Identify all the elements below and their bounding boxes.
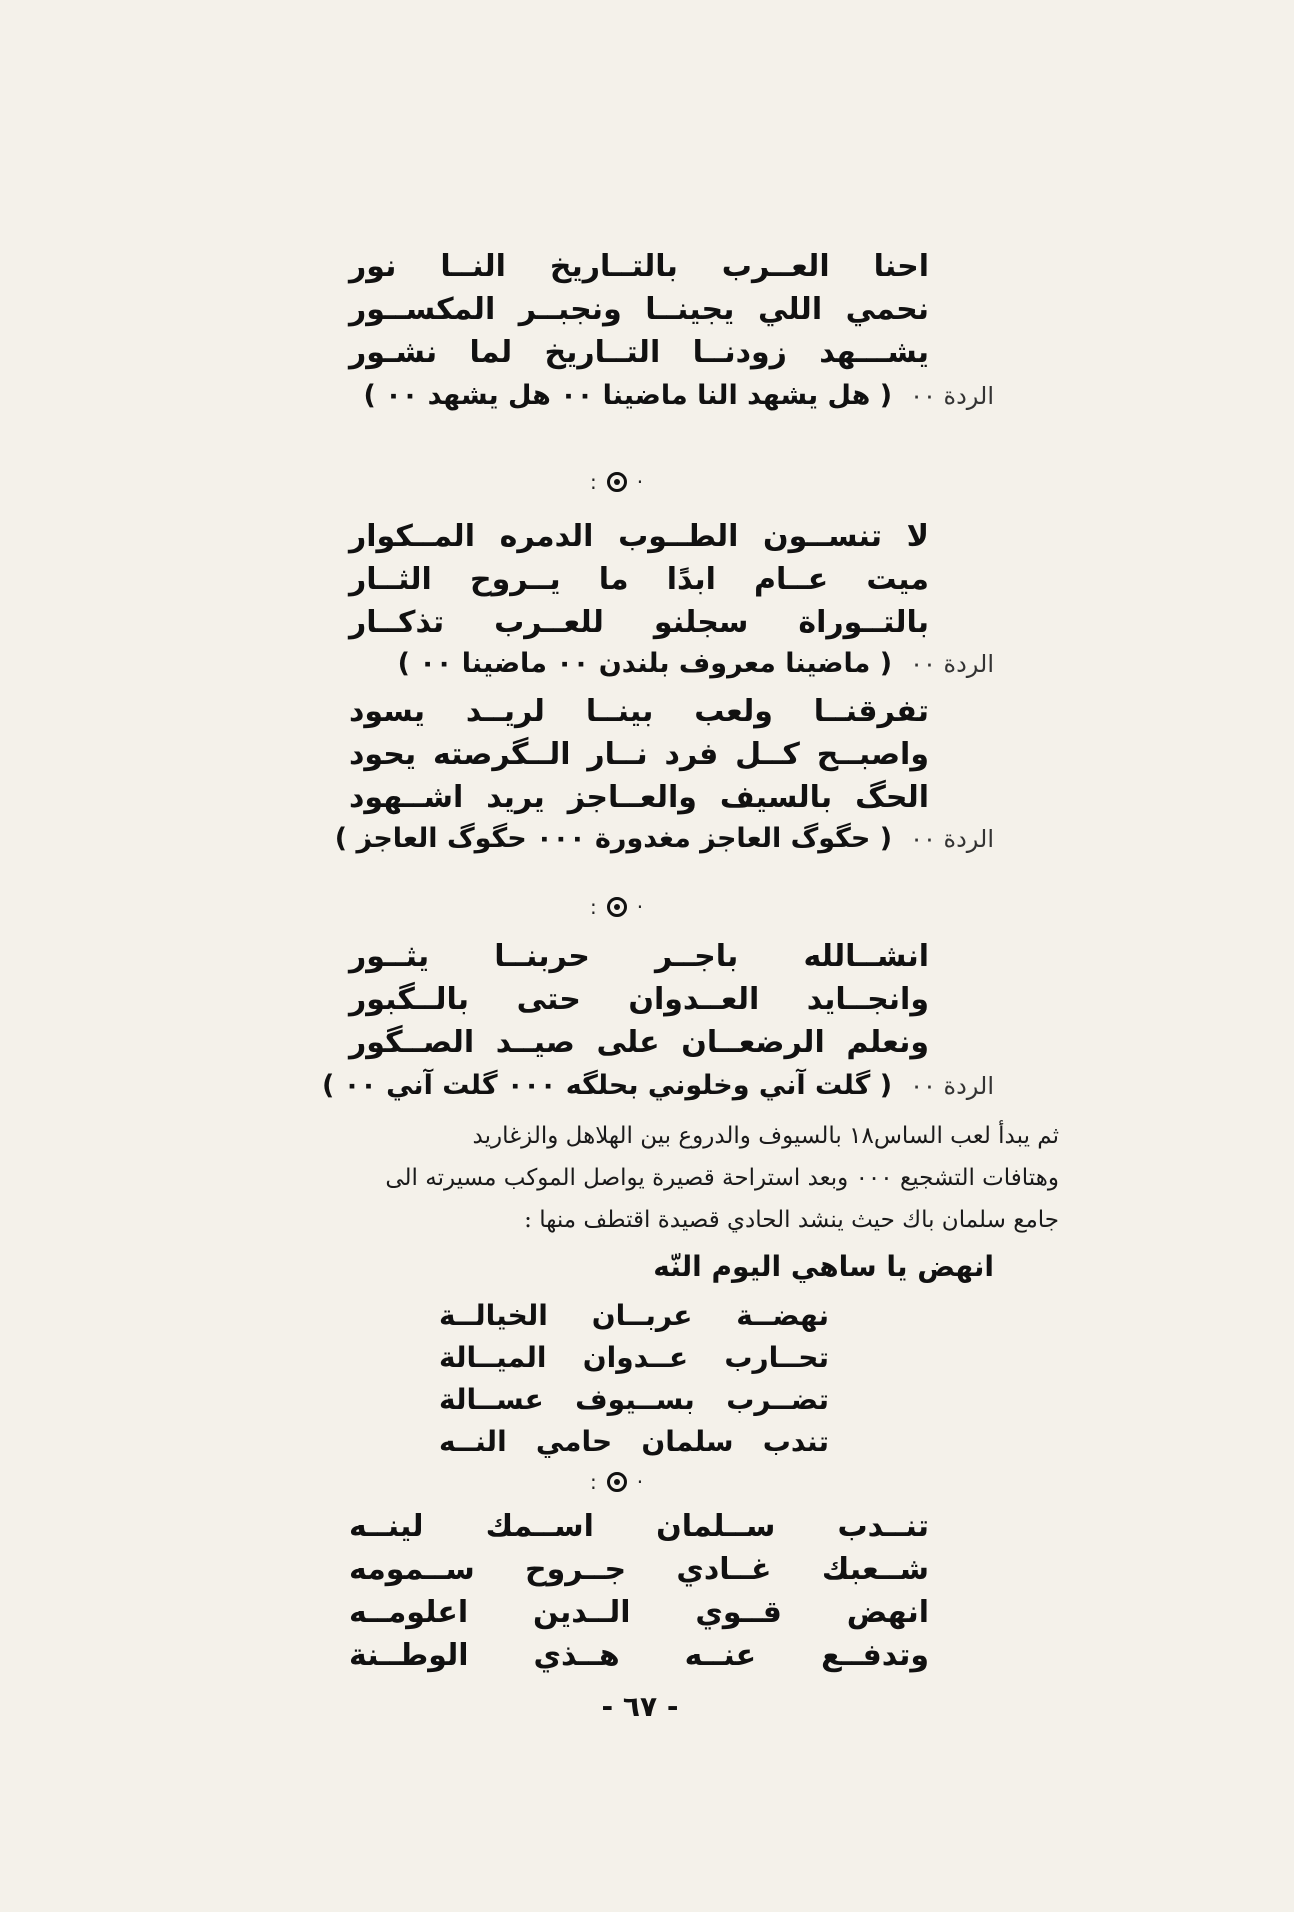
- section-separator: [590, 1470, 700, 1494]
- prose-line: وهتافات التشجيع ٠٠٠ وبعد استراحة قصيرة يواصل الموكب مسيرته الى: [385, 1165, 1059, 1191]
- refrain-2: [234, 648, 994, 679]
- separator-dot: ·: [636, 895, 644, 919]
- section-separator: [590, 470, 700, 494]
- refrain-text: ( گلت آني وخلوني بحلگه ٠٠٠ گلت آني ٠٠ ): [322, 1070, 893, 1101]
- refrain-label: الردة ٠٠: [910, 650, 994, 678]
- circled-dot-icon: [607, 472, 627, 492]
- verse-line: بالتــوراة سجلنو للعــرب تذكــار: [349, 605, 929, 640]
- verse-line: شــعبك غــادي جــروح ســمومه: [349, 1552, 929, 1587]
- verse-line: ميت عــام ابدًا ما يــروح الثــار: [349, 562, 929, 597]
- circled-dot-icon: [607, 1472, 627, 1492]
- separator-dot: ·: [636, 470, 644, 494]
- refrain-label: الردة ٠٠: [910, 1072, 994, 1100]
- prose-line: ثم يبدأ لعب الساس١٨ بالسيوف والدروع بين الهلاهل والزغاريد: [472, 1123, 1059, 1149]
- refrain-text: ( هل يشهد النا ماضينا ٠٠ هل يشهد ٠٠ ): [363, 380, 893, 411]
- poem-line: تضــرب بســيوف عســالة: [439, 1383, 829, 1416]
- poem-intro: انهض يا ساهي اليوم النّه: [653, 1250, 994, 1283]
- verse-line: ونعلم الرضعــان على صيــد الصــگور: [349, 1025, 929, 1060]
- poem-line: تندب سلمان حامي النــه: [439, 1425, 829, 1458]
- section-separator: [590, 895, 700, 919]
- prose-line: جامع سلمان باك حيث ينشد الحادي قصيدة اقتطف منها :: [524, 1207, 1059, 1233]
- verse-line: انهض قــوي الــدين اعلومــه: [349, 1595, 929, 1630]
- verse-line: الحگ بالسيف والعــاجز يريد اشــهود: [349, 780, 929, 815]
- separator-colon: :: [590, 470, 597, 494]
- verse-line: واصبــح كــل فرد نــار الــگرصته يحود: [349, 737, 929, 772]
- poem-line: نهضــة عربــان الخيالــة: [439, 1299, 829, 1332]
- circled-dot-icon: [607, 897, 627, 917]
- poem-line: تحــارب عــدوان الميــالة: [439, 1341, 829, 1374]
- verse-line: تفرقنــا ولعب بينــا لريــد يسود: [349, 694, 929, 729]
- stanza-1: [349, 245, 929, 374]
- verse-line: نحمي اللي يجينــا ونجبــر المكســور: [349, 292, 929, 327]
- prose-paragraph: [189, 1115, 1059, 1241]
- refrain-label: الردة ٠٠: [910, 825, 994, 853]
- refrain-text: ( ماضينا معروف بلندن ٠٠ ماضينا ٠٠ ): [397, 648, 893, 679]
- refrain-3: [234, 823, 994, 854]
- verse-line: تنــدب ســلمان اســمك لينــه: [349, 1509, 929, 1544]
- refrain-label: الردة ٠٠: [910, 382, 994, 410]
- stanza-3: [349, 690, 929, 819]
- verse-line: انشــالله باجــر حربنــا يثــور: [349, 939, 929, 974]
- refrain-text: ( حگوگ العاجز مغدورة ٠٠٠ حگوگ العاجز ): [334, 823, 893, 854]
- separator-colon: :: [590, 1470, 597, 1494]
- refrain-1: [234, 380, 994, 411]
- verse-line: يشـــهد زودنــا التــاريخ لما نشـور: [349, 335, 929, 370]
- verse-line: احنا العــرب بالتــاريخ النــا نور: [349, 249, 929, 284]
- verse-line: وانجــايد العــدوان حتى بالــگبور: [349, 982, 929, 1017]
- verse-line: لا تنســون الطــوب الدمره المــكوار: [349, 519, 929, 554]
- poem-lines: [439, 1295, 829, 1463]
- stanza-2: [349, 515, 929, 644]
- refrain-4: [234, 1070, 994, 1101]
- stanza-5: [349, 1505, 929, 1677]
- separator-dot: ·: [636, 1470, 644, 1494]
- separator-colon: :: [590, 895, 597, 919]
- stanza-4: [349, 935, 929, 1064]
- page-number: - ٦٧ -: [601, 1690, 679, 1723]
- verse-line: وتدفــع عنــه هــذي الوطــنة: [349, 1638, 929, 1673]
